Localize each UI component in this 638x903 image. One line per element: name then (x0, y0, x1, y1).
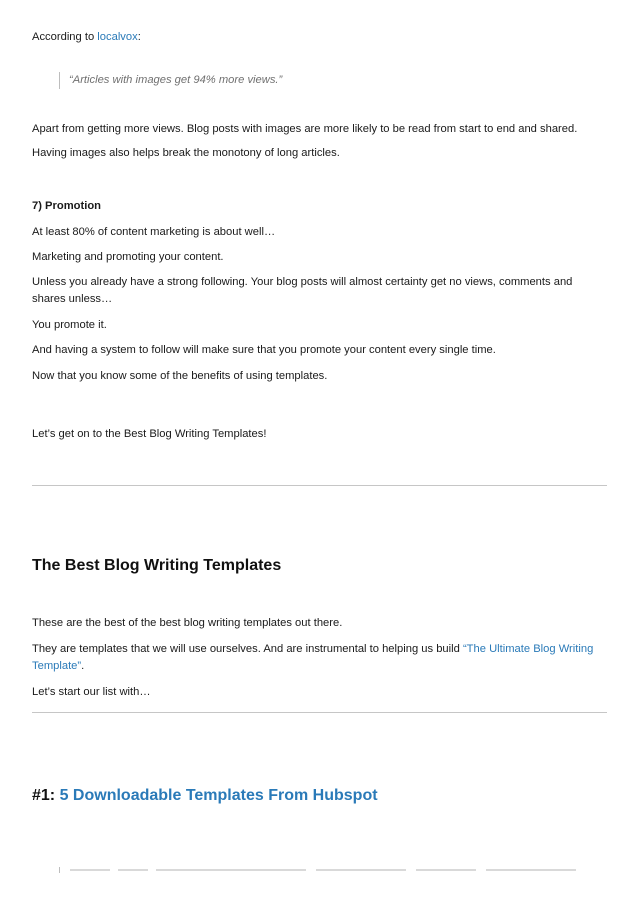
section-title: The Best Blog Writing Templates (32, 557, 282, 574)
section-p2-suffix: . (81, 660, 85, 672)
cut-text-fragment (156, 869, 306, 871)
cta-paragraph: Let’s get on to the Best Blog Writing Templates! (32, 428, 267, 440)
horizontal-rule (32, 712, 607, 713)
item-1-heading (32, 786, 378, 806)
cut-text-fragment (118, 869, 148, 871)
localvox-link[interactable]: localvox (97, 31, 138, 43)
ultimate-template-link[interactable]: “The Ultimate Blog Writing Template” (32, 643, 594, 672)
item-1-number: #1: (32, 787, 56, 804)
cut-text-fragment (416, 869, 476, 871)
paragraph-images-reading: Apart from getting more views. Blog posts with images are more likely to be read from start to end and shared. (32, 123, 578, 135)
promotion-paragraph-2: Marketing and promoting your content. (32, 251, 224, 263)
section-paragraph-3: Let’s start our list with… (32, 686, 151, 698)
cut-text-fragment (486, 869, 576, 871)
intro-suffix: : (137, 31, 141, 43)
intro-prefix: According to (32, 31, 98, 43)
cut-text-fragment (316, 869, 406, 871)
section-p2-prefix: They are templates that we will use ourselves. And are instrumental to helping us build (32, 643, 463, 655)
promotion-paragraph-4: You promote it. (32, 319, 107, 331)
cut-off-blockquote (59, 867, 580, 873)
hubspot-templates-link[interactable]: 5 Downloadable Templates From Hubspot (59, 787, 378, 804)
promotion-paragraph-5: And having a system to follow will make sure that you promote your content every single time. (32, 344, 496, 356)
horizontal-rule (32, 485, 607, 486)
intro-paragraph (32, 29, 607, 46)
promotion-paragraph-6: Now that you know some of the benefits of using templates. (32, 370, 328, 382)
quote-text: “Articles with images get 94% more views.” (69, 74, 283, 86)
section-paragraph-1: These are the best of the best blog writing templates out there. (32, 617, 343, 629)
cut-text-fragment (70, 869, 110, 871)
blockquote-images-views (59, 72, 282, 89)
promotion-heading: 7) Promotion (32, 200, 101, 212)
paragraph-images-monotony: Having images also helps break the monotony of long articles. (32, 147, 340, 159)
promotion-paragraph-3: Unless you already have a strong following. Your blog posts will almost certainty get no views, comments and shares unless… (32, 276, 573, 305)
section-paragraph-2 (32, 641, 607, 675)
promotion-paragraph-1: At least 80% of content marketing is about well… (32, 226, 276, 238)
